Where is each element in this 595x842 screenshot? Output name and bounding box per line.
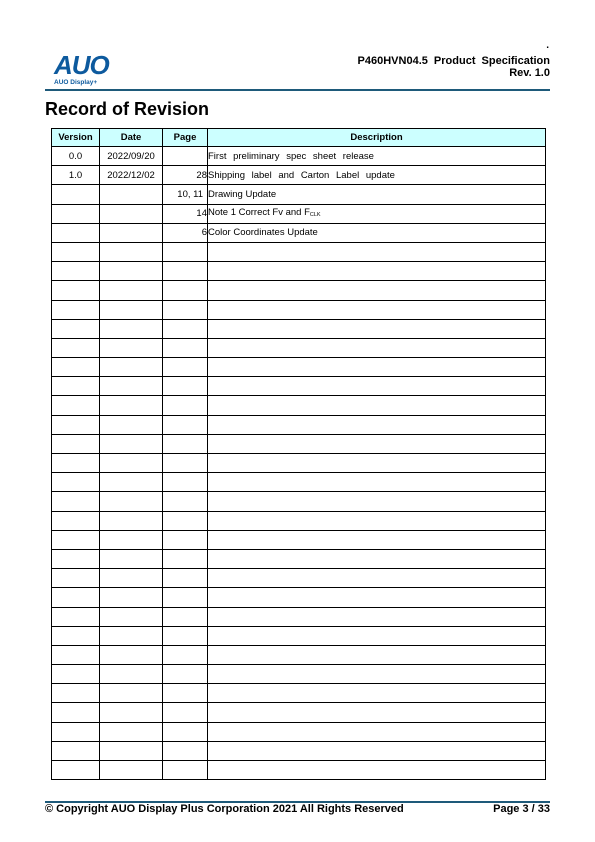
cell-version <box>52 761 100 780</box>
cell-page: 6 <box>163 223 208 242</box>
cell-description <box>208 242 546 261</box>
cell-version <box>52 665 100 684</box>
cell-page <box>163 626 208 645</box>
cell-description <box>208 607 546 626</box>
footer-copyright: © Copyright AUO Display Plus Corporation 2021 All Rights Reserved <box>45 803 404 815</box>
cell-page <box>163 147 208 166</box>
column-header-page: Page <box>163 129 208 147</box>
cell-date <box>100 511 163 530</box>
table-row <box>52 166 546 185</box>
cell-page <box>163 338 208 357</box>
cell-date <box>100 569 163 588</box>
cell-description <box>208 300 546 319</box>
cell-date <box>100 607 163 626</box>
cell-page <box>163 645 208 664</box>
table-row-empty <box>52 722 546 741</box>
cell-date <box>100 319 163 338</box>
cell-version <box>52 607 100 626</box>
cell-page <box>163 703 208 722</box>
cell-page <box>163 530 208 549</box>
cell-version <box>52 300 100 319</box>
cell-date <box>100 473 163 492</box>
table-row <box>52 223 546 242</box>
cell-date <box>100 396 163 415</box>
cell-page: 10, 11 <box>163 185 208 204</box>
cell-description <box>208 530 546 549</box>
cell-page <box>163 242 208 261</box>
cell-description <box>208 262 546 281</box>
cell-description <box>208 377 546 396</box>
table-row-empty <box>52 434 546 453</box>
logo-subtitle: AUO Display+ <box>54 79 98 86</box>
cell-date <box>100 242 163 261</box>
cell-version <box>52 741 100 760</box>
cell-date <box>100 703 163 722</box>
cell-description <box>208 722 546 741</box>
subscript-clk: CLK <box>309 211 321 218</box>
cell-date <box>100 741 163 760</box>
table-row-empty <box>52 358 546 377</box>
table-row-empty <box>52 338 546 357</box>
column-header-date: Date <box>100 129 163 147</box>
cell-page <box>163 473 208 492</box>
cell-page <box>163 549 208 568</box>
cell-description <box>208 569 546 588</box>
cell-version <box>52 645 100 664</box>
table-row-empty <box>52 741 546 760</box>
cell-description: Shipping label and Carton Label update <box>208 166 546 185</box>
cell-version <box>52 492 100 511</box>
cell-version <box>52 454 100 473</box>
cell-description <box>208 396 546 415</box>
cell-description <box>208 492 546 511</box>
cell-description: Color Coordinates Update <box>208 223 546 242</box>
cell-date <box>100 684 163 703</box>
table-row-empty <box>52 242 546 261</box>
cell-date <box>100 415 163 434</box>
cell-page <box>163 665 208 684</box>
cell-version <box>52 569 100 588</box>
table-row <box>52 185 546 204</box>
footer-page-number: Page 3 / 33 <box>493 803 550 815</box>
cell-version <box>52 511 100 530</box>
cell-description <box>208 626 546 645</box>
cell-version <box>52 319 100 338</box>
revision-table <box>51 128 546 780</box>
cell-description <box>208 645 546 664</box>
table-row-empty <box>52 492 546 511</box>
cell-date <box>100 377 163 396</box>
table-row <box>52 204 546 223</box>
cell-date <box>100 761 163 780</box>
cell-date <box>100 665 163 684</box>
document-revision: Rev. 1.0 <box>509 67 550 79</box>
cell-date <box>100 358 163 377</box>
cell-page <box>163 569 208 588</box>
cell-description <box>208 511 546 530</box>
cell-date <box>100 722 163 741</box>
cell-page <box>163 588 208 607</box>
table-row-empty <box>52 262 546 281</box>
table-row-empty <box>52 454 546 473</box>
table-row-empty <box>52 569 546 588</box>
table-row-empty <box>52 549 546 568</box>
cell-date <box>100 626 163 645</box>
table-row-empty <box>52 377 546 396</box>
table-row-empty <box>52 703 546 722</box>
cell-description <box>208 338 546 357</box>
cell-description <box>208 434 546 453</box>
cell-version <box>52 684 100 703</box>
cell-page <box>163 684 208 703</box>
cell-page <box>163 262 208 281</box>
cell-description <box>208 281 546 300</box>
table-row-empty <box>52 607 546 626</box>
column-header-description: Description <box>208 129 546 147</box>
cell-page <box>163 761 208 780</box>
cell-version <box>52 338 100 357</box>
cell-description: Drawing Update <box>208 185 546 204</box>
cell-description <box>208 761 546 780</box>
table-header-row <box>52 129 546 147</box>
table-row-empty <box>52 530 546 549</box>
cell-version <box>52 262 100 281</box>
table-row-empty <box>52 665 546 684</box>
cell-date <box>100 185 163 204</box>
cell-version <box>52 185 100 204</box>
table-row-empty <box>52 511 546 530</box>
cell-description <box>208 454 546 473</box>
cell-description <box>208 703 546 722</box>
table-row-empty <box>52 645 546 664</box>
page-title: Record of Revision <box>45 99 210 119</box>
cell-date <box>100 281 163 300</box>
cell-version <box>52 722 100 741</box>
cell-page <box>163 415 208 434</box>
cell-description <box>208 358 546 377</box>
table-row-empty <box>52 588 546 607</box>
cell-version <box>52 530 100 549</box>
cell-version <box>52 703 100 722</box>
cell-date <box>100 549 163 568</box>
description-text: Note 1 Correct Fv and F <box>208 206 310 218</box>
cell-description <box>208 741 546 760</box>
cell-page: 14 <box>163 204 208 223</box>
cell-version: 1.0 <box>52 166 100 185</box>
cell-description <box>208 588 546 607</box>
cell-description <box>208 473 546 492</box>
cell-version <box>52 358 100 377</box>
cell-description <box>208 665 546 684</box>
cell-date <box>100 530 163 549</box>
cell-version <box>52 377 100 396</box>
cell-page <box>163 492 208 511</box>
cell-version <box>52 396 100 415</box>
cell-version <box>52 204 100 223</box>
cell-page: 28 <box>163 166 208 185</box>
cell-description <box>208 684 546 703</box>
cell-version <box>52 281 100 300</box>
table-row-empty <box>52 396 546 415</box>
auo-logo <box>54 52 114 88</box>
table-row-empty <box>52 626 546 645</box>
cell-version: 0.0 <box>52 147 100 166</box>
cell-page <box>163 319 208 338</box>
cell-page <box>163 607 208 626</box>
cell-description <box>208 549 546 568</box>
cell-date <box>100 262 163 281</box>
cell-date <box>100 645 163 664</box>
cell-date <box>100 223 163 242</box>
table-row-empty <box>52 300 546 319</box>
cell-page <box>163 358 208 377</box>
cell-version <box>52 223 100 242</box>
cell-date <box>100 588 163 607</box>
cell-version <box>52 588 100 607</box>
cell-version <box>52 434 100 453</box>
cell-version <box>52 242 100 261</box>
cell-description <box>208 415 546 434</box>
table-row-empty <box>52 761 546 780</box>
cell-date <box>100 300 163 319</box>
cell-page <box>163 396 208 415</box>
document-title: P460HVN04.5 Product Specification <box>357 55 550 67</box>
cell-page <box>163 511 208 530</box>
cell-description <box>208 204 546 223</box>
table-row-empty <box>52 415 546 434</box>
column-header-version: Version <box>52 129 100 147</box>
header-rule <box>45 89 550 91</box>
table-row-empty <box>52 473 546 492</box>
cell-page <box>163 377 208 396</box>
cell-date <box>100 204 163 223</box>
cell-page <box>163 434 208 453</box>
cell-page <box>163 300 208 319</box>
cell-date <box>100 454 163 473</box>
cell-date <box>100 434 163 453</box>
cell-version <box>52 626 100 645</box>
cell-description <box>208 319 546 338</box>
header-dot: . <box>546 40 549 51</box>
cell-version <box>52 415 100 434</box>
table-row <box>52 147 546 166</box>
cell-page <box>163 281 208 300</box>
cell-date <box>100 338 163 357</box>
cell-page <box>163 741 208 760</box>
table-row-empty <box>52 319 546 338</box>
table-row-empty <box>52 684 546 703</box>
cell-description: First preliminary spec sheet release <box>208 147 546 166</box>
cell-page <box>163 722 208 741</box>
cell-version <box>52 473 100 492</box>
cell-date <box>100 492 163 511</box>
cell-version <box>52 549 100 568</box>
table-row-empty <box>52 281 546 300</box>
cell-page <box>163 454 208 473</box>
cell-date: 2022/12/02 <box>100 166 163 185</box>
cell-date: 2022/09/20 <box>100 147 163 166</box>
logo-mark: AUO <box>54 50 109 80</box>
